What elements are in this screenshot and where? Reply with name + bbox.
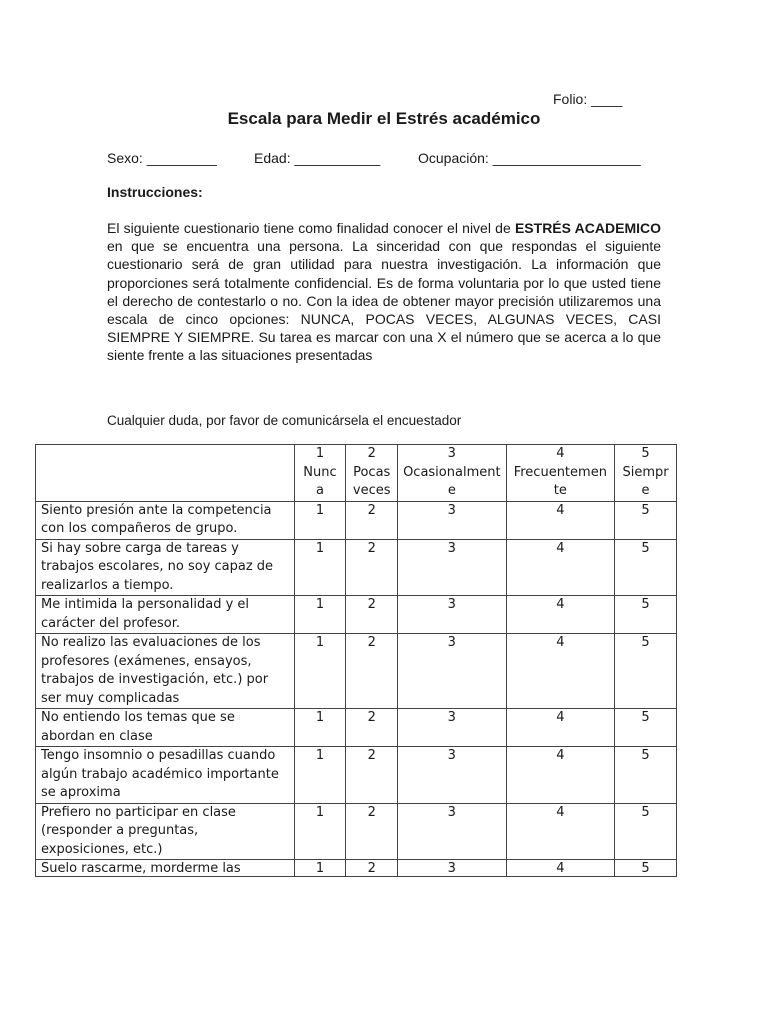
option-2[interactable]: 2 (346, 539, 398, 596)
option-5[interactable]: 5 (615, 860, 677, 877)
table-row (36, 709, 677, 747)
option-5[interactable]: 5 (615, 596, 677, 634)
option-5[interactable]: 5 (615, 747, 677, 804)
item-text: Me intimida la personalidad y el carácter del profesor. (36, 596, 295, 634)
table-row (36, 539, 677, 596)
sexo-field: Sexo: _________ (107, 150, 217, 166)
option-3[interactable]: 3 (398, 501, 507, 539)
option-2[interactable]: 2 (346, 860, 398, 877)
ocupacion-field: Ocupación: ___________________ (418, 150, 641, 166)
header-col-5: 5 Siempre (615, 445, 677, 502)
option-3[interactable]: 3 (398, 539, 507, 596)
option-5[interactable]: 5 (615, 803, 677, 860)
table-row (36, 747, 677, 804)
header-col-2: 2 Pocas veces (346, 445, 398, 502)
option-4[interactable]: 4 (506, 709, 615, 747)
option-1[interactable]: 1 (294, 803, 346, 860)
instructions-heading: Instrucciones: (107, 184, 203, 200)
option-4[interactable]: 4 (506, 634, 615, 709)
table-row (36, 860, 677, 877)
item-text: No entiendo los temas que se abordan en clase (36, 709, 295, 747)
folio-label: Folio: ____ (553, 91, 623, 107)
option-3[interactable]: 3 (398, 803, 507, 860)
option-2[interactable]: 2 (346, 596, 398, 634)
option-4[interactable]: 4 (506, 860, 615, 877)
option-5[interactable]: 5 (615, 501, 677, 539)
header-col-3: 3 Ocasionalmente (398, 445, 507, 502)
option-4[interactable]: 4 (506, 539, 615, 596)
header-row (36, 445, 677, 502)
option-5[interactable]: 5 (615, 709, 677, 747)
option-3[interactable]: 3 (398, 709, 507, 747)
item-text: Prefiero no participar en clase (responder a preguntas, exposiciones, etc.) (36, 803, 295, 860)
option-2[interactable]: 2 (346, 803, 398, 860)
table-row (36, 596, 677, 634)
option-1[interactable]: 1 (294, 634, 346, 709)
option-1[interactable]: 1 (294, 709, 346, 747)
instructions-paragraph (107, 219, 661, 365)
doubt-note: Cualquier duda, por favor de comunicársela el encuestador (107, 413, 462, 428)
stress-scale-table (35, 444, 677, 877)
header-blank (36, 445, 295, 502)
option-3[interactable]: 3 (398, 860, 507, 877)
option-2[interactable]: 2 (346, 709, 398, 747)
option-5[interactable]: 5 (615, 539, 677, 596)
option-1[interactable]: 1 (294, 501, 346, 539)
item-text: No realizo las evaluaciones de los profesores (exámenes, ensayos, trabajos de investigación, etc.) por ser muy complicadas (36, 634, 295, 709)
option-3[interactable]: 3 (398, 596, 507, 634)
option-4[interactable]: 4 (506, 501, 615, 539)
instructions-text-2: en que se encuentra una persona. La sinceridad con que respondas el siguiente cuestionario será de gran utilidad para nuestra investigación. La información que proporciones será totalmente confidencial. Es de forma voluntaria por lo que usted tiene el derecho de contestarlo o no. Con la idea de obtener mayor precisión utilizaremos una escala de cinco opciones: NUNCA, POCAS VECES, ALGUNAS VECES, CASI SIEMPRE Y SIEMPRE. Su tarea es marcar con una X el número que se acerca a lo que siente frente a las situaciones presentadas (107, 238, 661, 364)
edad-field: Edad: ___________ (254, 150, 381, 166)
option-1[interactable]: 1 (294, 747, 346, 804)
item-text: Suelo rascarme, morderme las (36, 860, 295, 877)
header-col-4: 4 Frecuentemente (506, 445, 615, 502)
item-text: Si hay sobre carga de tareas y trabajos escolares, no soy capaz de realizarlos a tiempo. (36, 539, 295, 596)
item-text: Siento presión ante la competencia con los compañeros de grupo. (36, 501, 295, 539)
option-4[interactable]: 4 (506, 747, 615, 804)
option-2[interactable]: 2 (346, 747, 398, 804)
option-5[interactable]: 5 (615, 634, 677, 709)
instructions-bold: ESTRÉS ACADEMICO (514, 220, 662, 236)
instructions-text-1: El siguiente cuestionario tiene como finalidad conocer el nivel de (107, 220, 515, 236)
option-3[interactable]: 3 (398, 634, 507, 709)
option-4[interactable]: 4 (506, 803, 615, 860)
header-col-1: 1 Nunca (294, 445, 346, 502)
page-title: Escala para Medir el Estrés académico (227, 109, 541, 128)
item-text: Tengo insomnio o pesadillas cuando algún trabajo académico importante se aproxima (36, 747, 295, 804)
option-1[interactable]: 1 (294, 596, 346, 634)
option-2[interactable]: 2 (346, 634, 398, 709)
option-1[interactable]: 1 (294, 539, 346, 596)
option-3[interactable]: 3 (398, 747, 507, 804)
table-row (36, 501, 677, 539)
option-2[interactable]: 2 (346, 501, 398, 539)
option-1[interactable]: 1 (294, 860, 346, 877)
option-4[interactable]: 4 (506, 596, 615, 634)
table-row (36, 634, 677, 709)
table-row (36, 803, 677, 860)
